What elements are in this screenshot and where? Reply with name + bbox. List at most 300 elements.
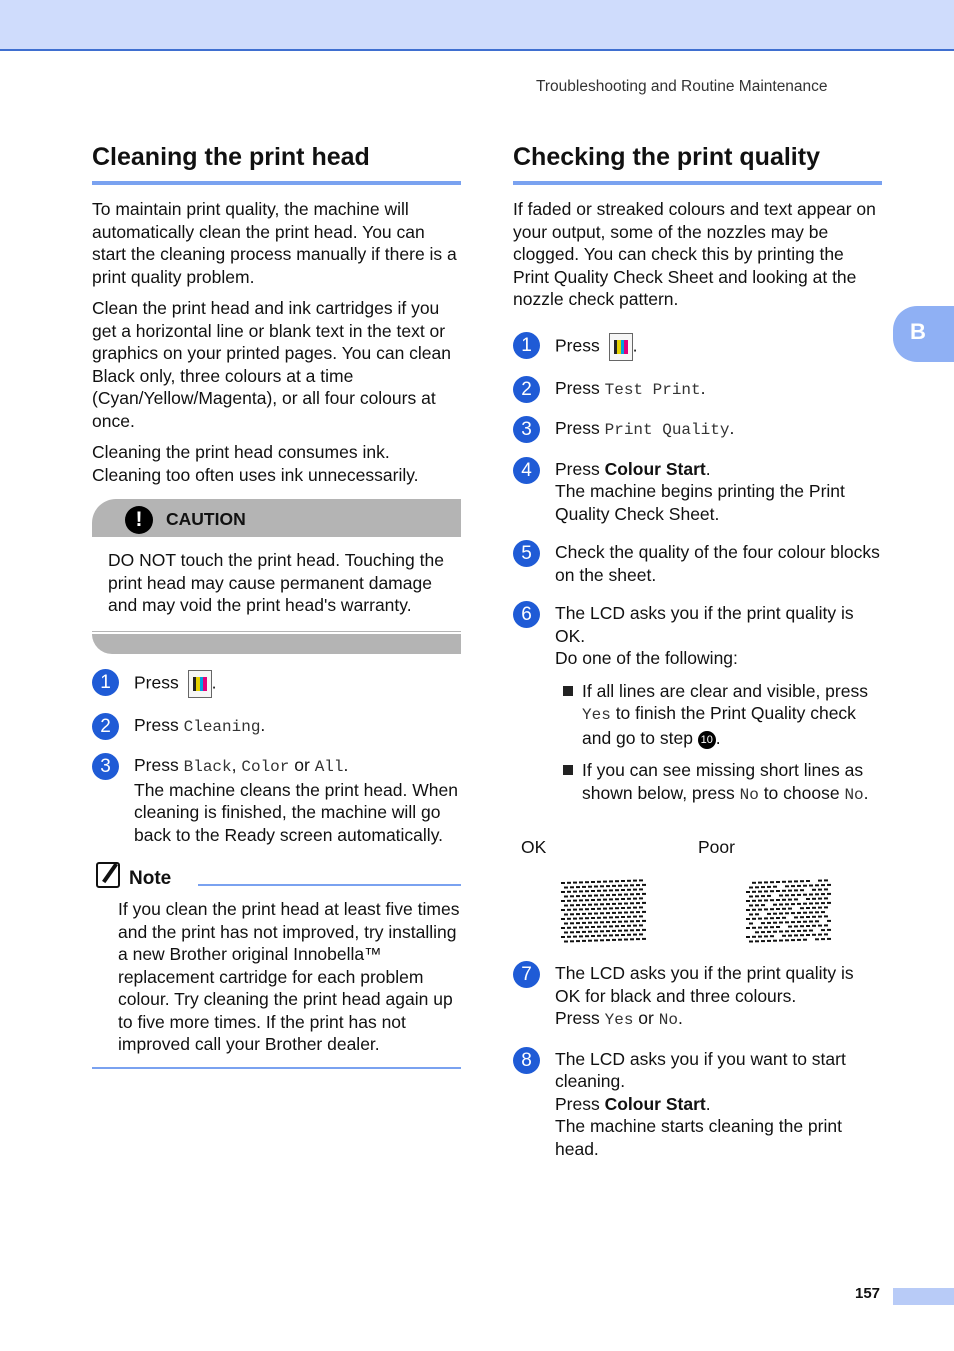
nozzle-dash [824,933,828,935]
nozzle-dash [776,908,780,910]
nozzle-dash [606,903,610,905]
left-column [92,140,461,1069]
nozzle-dash [761,904,765,906]
nozzle-dash [570,913,574,915]
nozzle-dash [636,938,640,940]
lcd-option: No [739,785,759,804]
nozzle-dash [579,917,583,919]
nozzle-dash [564,914,568,916]
nozzle-dash [606,930,610,932]
nozzle-dash [627,934,631,936]
nozzle-dash [827,893,831,895]
nozzle-dash [615,898,619,900]
nozzle-dash [818,907,822,909]
nozzle-dash [594,940,598,942]
step-8: 8 The LCD asks you if you want to start cleaning. Press Colour Start. The machine starts cleaning the print head. [513,1048,882,1161]
nozzle-dash [636,929,640,931]
nozzle-dash [755,895,759,897]
nozzle-dash [627,916,631,918]
nozzle-dash [809,912,813,914]
lcd-option: Color [241,758,290,776]
nozzle-dash [818,916,822,918]
nozzle-dash [621,880,625,882]
nozzle-dash [570,940,574,942]
step-number: 8 [513,1047,540,1074]
nozzle-dash [791,912,795,914]
nozzle-dash [561,909,565,911]
nozzle-dash [600,894,604,896]
step-text: The LCD asks you if the print quality is OK. [555,603,854,646]
nozzle-dash [770,935,774,937]
nozzle-dash [812,925,816,927]
nozzle-dash [755,931,759,933]
nozzle-dash [576,895,580,897]
nozzle-dash [773,886,777,888]
label-poor: Poor [698,837,735,857]
nozzle-dash [618,930,622,932]
nozzle-dash [591,908,595,910]
caution-text: DO NOT touch the print head. Touching the print head may cause permanent damage and may void the print head's warranty. [92,537,461,632]
nozzle-dash [591,881,595,883]
nozzle-dash [624,921,628,923]
nozzle-dash [597,881,601,883]
nozzle-dash [594,922,598,924]
nozzle-dash [612,894,616,896]
nozzle-dash [618,921,622,923]
note-box [92,866,461,1069]
nozzle-dash [770,917,774,919]
nozzle-dash [597,890,601,892]
nozzle-dash [782,908,786,910]
nozzle-dash [603,908,607,910]
nozzle-dash [806,907,810,909]
nozzle-dash [806,916,810,918]
note-title: Note [129,868,172,889]
nozzle-dash [794,880,798,882]
nozzle-dash [561,891,565,893]
nozzle-dash [573,927,577,929]
nozzle-dash [767,931,771,933]
nozzle-dash [621,898,625,900]
nozzle-dash [818,889,822,891]
step-7: 7 The LCD asks you if the print quality is OK for black and three colours. Press Yes or No. [513,962,882,1032]
nozzle-dash [576,940,580,942]
nozzle-dash [627,898,631,900]
nozzle-dash [821,902,825,904]
nozzle-dash [582,886,586,888]
nozzle-dash [570,895,574,897]
lcd-option: No [658,1011,678,1029]
nozzle-dash [606,939,610,941]
nozzle-dash [824,888,828,890]
nozzle-dash [636,893,640,895]
nozzle-dash [782,899,786,901]
nozzle-dash [621,889,625,891]
nozzle-dash [767,922,771,924]
nozzle-dash [603,899,607,901]
nozzle-dash [612,885,616,887]
nozzle-dash [630,884,634,886]
nozzle-dash [615,925,619,927]
step-text: Check the quality of the four colour blocks on the sheet. [555,542,880,585]
nozzle-dash [582,904,586,906]
nozzle-dash [815,902,819,904]
nozzle-dash [636,920,640,922]
nozzle-dash [597,917,601,919]
nozzle-dash [767,913,771,915]
nozzle-dash [818,898,822,900]
nozzle-dash [630,893,634,895]
nozzle-dash [591,935,595,937]
ink-key-icon [188,670,212,698]
nozzle-dash [600,885,604,887]
nozzle-dash [791,930,795,932]
running-header: Troubleshooting and Routine Maintenance [536,78,828,95]
nozzle-dash [827,938,831,940]
nozzle-dash [618,894,622,896]
nozzle-dash [800,889,804,891]
nozzle-dash [636,902,640,904]
nozzle-dash [764,926,768,928]
nozzle-dash [752,909,756,911]
nozzle-dash [624,930,628,932]
nozzle-dash [818,880,822,882]
nozzle-dash [764,890,768,892]
nozzle-dash [576,922,580,924]
nozzle-dash [603,935,607,937]
nozzle-dash [618,912,622,914]
nozzle-dash [597,926,601,928]
nozzle-dash [600,930,604,932]
nozzle-dash [600,903,604,905]
nozzle-dash [633,880,637,882]
nozzle-dash [621,925,625,927]
step-number: 2 [513,376,540,403]
nozzle-dash [603,890,607,892]
nozzle-dash [749,914,753,916]
nozzle-dash [770,908,774,910]
nozzle-dash [773,904,777,906]
nozzle-samples [513,866,882,946]
step-text: The LCD asks you if the print quality is OK for black and three colours. [555,963,854,1006]
nozzle-dash [749,887,753,889]
step-text: Press [134,672,179,693]
nozzle-dash [785,894,789,896]
nozzle-dash [570,904,574,906]
nozzle-dash [812,916,816,918]
paragraph: To maintain print quality, the machine will automatically clean the print head. You can start the cleaning process manually if there is a print quality problem. [92,199,457,287]
nozzle-dash [761,886,765,888]
nozzle-dash [588,931,592,933]
nozzle-dash [779,895,783,897]
nozzle-dash [782,890,786,892]
step-2: 2 Press Test Print. [513,377,882,402]
nozzle-dash [561,918,565,920]
nozzle-dash [564,896,568,898]
nozzle-dash [642,938,646,940]
nozzle-dash [791,921,795,923]
nozzle-dash [564,941,568,943]
nozzle-dash [809,930,813,932]
nozzle-dash [809,894,813,896]
step-detail: The machine starts cleaning the print head. [555,1116,842,1159]
step-text: Press [555,458,600,479]
nozzle-dash [639,897,643,899]
nozzle-dash [588,913,592,915]
nozzle-dash [770,881,774,883]
nozzle-dash [567,918,571,920]
nozzle-dash [773,940,777,942]
nozzle-dash [576,904,580,906]
step-2: 2 Press Cleaning. [92,714,461,739]
nozzle-dash [579,881,583,883]
nozzle-dash [582,895,586,897]
nozzle-dash [588,922,592,924]
nozzle-dash [797,921,801,923]
nozzle-dash [624,894,628,896]
nozzle-dash [824,879,828,881]
nozzle-dash [803,903,807,905]
nozzle-dash [764,917,768,919]
nozzle-dash [600,939,604,941]
nozzle-dash [755,940,759,942]
nozzle-dash [639,888,643,890]
nozzle-dash [570,922,574,924]
nozzle-dash [755,904,759,906]
section-title-checking: Checking the print quality [513,140,882,185]
nozzle-dash [806,898,810,900]
nozzle-dash [785,885,789,887]
nozzle-dash [597,899,601,901]
nozzle-dash [600,921,604,923]
step-3: 3 Press Black, Color or All. The machine cleans the print head. When cleaning is finished, the machine will go back to the Ready screen automatically. [92,754,461,846]
step-number: 6 [513,601,540,628]
nozzle-dash [594,913,598,915]
warning-icon: ! [125,506,153,534]
nozzle-dash [588,940,592,942]
nozzle-dash [746,918,750,920]
nozzle-dash [570,886,574,888]
nozzle-dash [567,891,571,893]
nozzle-dash [642,911,646,913]
nozzle-dash [624,903,628,905]
nozzle-dash [585,899,589,901]
nozzle-dash [573,900,577,902]
nozzle-dash [761,895,765,897]
nozzle-dash [824,897,828,899]
nozzle-dash [803,885,807,887]
nozzle-dash [612,921,616,923]
caution-header [92,499,461,537]
nozzle-dash [746,891,750,893]
button-name: Colour Start [604,458,706,479]
nozzle-dash [779,922,783,924]
nozzle-dash [561,927,565,929]
nozzle-dash [776,917,780,919]
nozzle-dash [582,922,586,924]
nozzle-dash [564,887,568,889]
nozzle-dash [770,890,774,892]
nozzle-dash [749,941,753,943]
nozzle-dash [812,907,816,909]
nozzle-dash [609,907,613,909]
bullet-item: If all lines are clear and visible, press Yes to finish the Print Quality check and go to step 10 . [555,680,882,750]
nozzle-dash [564,905,568,907]
nozzle-dash [758,918,762,920]
paragraph: Cleaning the print head consumes ink. Cleaning too often uses ink unnecessarily. [92,442,419,485]
nozzle-dash [624,939,628,941]
nozzle-dash [749,896,753,898]
nozzle-dash [758,909,762,911]
nozzle-dash [585,908,589,910]
nozzle-dash [591,890,595,892]
nozzle-dash [776,890,780,892]
nozzle-dash [803,912,807,914]
nozzle-dash [603,917,607,919]
nozzle-dash [561,882,565,884]
nozzle-dash [821,938,825,940]
nozzle-dash [606,885,610,887]
nozzle-dash [815,884,819,886]
nozzle-dash [642,920,646,922]
nozzle-dash [609,916,613,918]
step-detail: Do one of the following: [555,648,738,668]
step-1: 1 Press . [513,333,882,361]
nozzle-dash [785,912,789,914]
note-header [92,866,461,892]
nozzle-dash [779,931,783,933]
nozzle-dash [600,912,604,914]
step-5 [513,541,882,586]
nozzle-dash [782,881,786,883]
nozzle-dash [639,924,643,926]
nozzle-dash [603,926,607,928]
nozzle-dash [567,909,571,911]
paragraph: Clean the print head and ink cartridges if you get a horizontal line or blank text in the text or graphics on your printed pages. You can clean Black only, three colours at a time (Cyan/Yellow/Magenta), or all four colours at once. [92,298,452,431]
nozzle-dash [827,920,831,922]
nozzle-dash [567,882,571,884]
note-pencil-icon [96,862,120,888]
nozzle-dash [770,926,774,928]
nozzle-dash [579,890,583,892]
nozzle-dash [800,880,804,882]
step-detail: The machine cleans the print head. When cleaning is finished, the machine will go back to the Ready screen automatically. [134,779,458,845]
nozzle-dash [576,931,580,933]
caution-footer [92,634,461,654]
nozzle-dash [785,921,789,923]
nozzle-dash [821,884,825,886]
nozzle-dash [609,898,613,900]
page-number: 157 [855,1285,881,1302]
nozzle-dash [809,921,813,923]
nozzle-dash [633,898,637,900]
nozzle-dash [827,884,831,886]
nozzle-dash [609,889,613,891]
lcd-option: No [844,785,864,804]
nozzle-dash [576,913,580,915]
nozzle-dash [615,880,619,882]
bullet-item: If you can see missing short lines as shown below, press No to choose No. [555,759,882,806]
chapter-tab [893,306,954,362]
nozzle-dash [636,884,640,886]
nozzle-dash [803,939,807,941]
nozzle-dash [776,899,780,901]
nozzle-dash [585,890,589,892]
nozzle-dash [755,913,759,915]
nozzle-dash [815,920,819,922]
caution-box [92,499,461,654]
section-title-cleaning: Cleaning the print head [92,140,461,185]
nozzle-dash [791,939,795,941]
nozzle-dash [627,925,631,927]
nozzle-dash [752,891,756,893]
nozzle-dash [806,925,810,927]
nozzle-dash [800,934,804,936]
nozzle-dash [812,889,816,891]
nozzle-dash [794,925,798,927]
nozzle-dash [579,899,583,901]
nozzle-dash [639,933,643,935]
nozzle-dash [752,882,756,884]
nozzle-dash [630,902,634,904]
nozzle-dash [633,907,637,909]
nozzle-dash [582,931,586,933]
nozzle-dash [788,935,792,937]
nozzle-dash [752,936,756,938]
lcd-option: Yes [582,706,611,724]
top-band [0,0,954,51]
nozzle-dash [764,899,768,901]
nozzle-dash [585,926,589,928]
nozzle-dash [567,900,571,902]
nozzle-dash [758,882,762,884]
nozzle-dash [615,916,619,918]
step-text: Press [555,418,600,438]
right-column [513,140,882,1176]
nozzle-dash [752,918,756,920]
nozzle-dash [588,904,592,906]
nozzle-dash [621,934,625,936]
nozzle-dash [827,929,831,931]
nozzle-dash [639,906,643,908]
nozzle-dash [824,924,828,926]
note-text: If you clean the print head at least five times and the print has not improved, try installing a new Brother original Innobella™ replacement cartridge for each problem colour. Try cleaning the print head again up to five more times. If the print has not improved call your Brother dealer. [92,892,461,1069]
nozzle-dash [615,889,619,891]
nozzle-dash [618,903,622,905]
nozzle-dash [752,927,756,929]
nozzle-dash [821,911,825,913]
nozzle-dash [573,882,577,884]
nozzle-dash [815,938,819,940]
nozzle-dash [800,916,804,918]
nozzle-pattern-image [513,866,882,946]
nozzle-dash [606,921,610,923]
step-3: 3 Press Print Quality. [513,417,882,442]
nozzle-dash [585,917,589,919]
nozzle-dash [624,885,628,887]
nozzle-dash [630,920,634,922]
nozzle-dash [606,894,610,896]
nozzle-dash [809,903,813,905]
nozzle-dash [788,908,792,910]
step-detail: The machine begins printing the Print Quality Check Sheet. [555,481,845,524]
nozzle-dash [749,905,753,907]
nozzle-dash [603,881,607,883]
nozzle-dash [561,900,565,902]
nozzle-dash [588,886,592,888]
nozzle-dash [752,900,756,902]
lcd-option: Yes [604,1011,634,1029]
